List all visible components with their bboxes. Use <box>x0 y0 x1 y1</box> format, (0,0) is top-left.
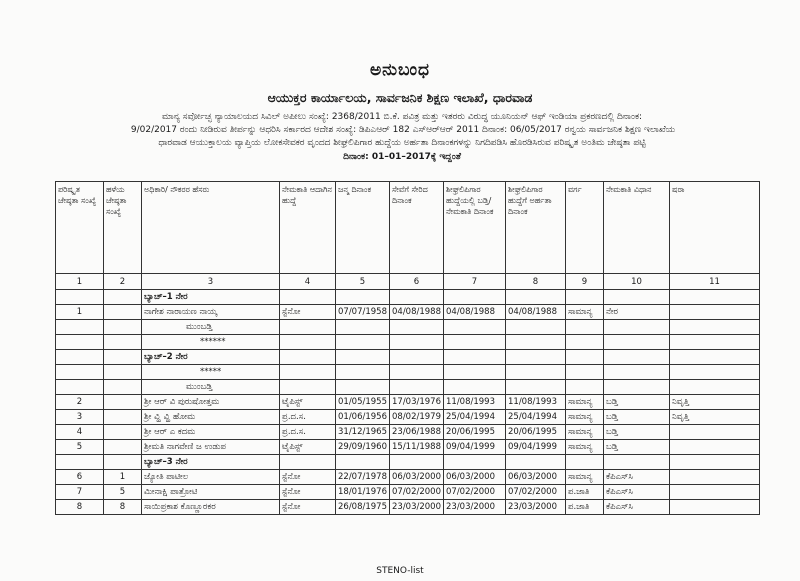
table-cell: 08/02/1979 <box>390 410 444 425</box>
table-cell: ಸ್ಟೆನೋ <box>280 470 336 485</box>
cell <box>280 350 336 365</box>
document-title: ಅನುಬಂಧ <box>369 60 431 80</box>
cell <box>336 350 390 365</box>
table-cell: 06/03/2000 <box>390 470 444 485</box>
table-cell: 5 <box>56 440 104 455</box>
cell <box>280 335 336 350</box>
table-cell: 23/06/1988 <box>390 425 444 440</box>
table-cell: 25/04/1994 <box>506 410 566 425</box>
cell <box>566 380 604 395</box>
table-cell: 04/08/1988 <box>444 305 506 320</box>
cell <box>104 290 142 305</box>
cell <box>670 380 760 395</box>
column-number: 3 <box>142 274 280 290</box>
section-row <box>56 320 760 335</box>
table-cell: 22/07/1978 <box>336 470 390 485</box>
cell <box>670 455 760 470</box>
section-label: ಬ್ಯಾಚ್–3 ನೇರ <box>142 455 280 470</box>
cell <box>336 290 390 305</box>
table-cell <box>104 395 142 410</box>
section-label: ಮುಂಬಡ್ತಿ <box>142 380 280 395</box>
cell <box>566 365 604 380</box>
table-cell: ಪ್ರ.ದ.ಸ. <box>280 425 336 440</box>
cell <box>604 455 670 470</box>
table-cell: ಬಡ್ತಿ <box>604 440 670 455</box>
table-cell: 07/07/1958 <box>336 305 390 320</box>
cell <box>604 335 670 350</box>
column-number: 1 <box>56 274 104 290</box>
table-cell: 11/08/1993 <box>506 395 566 410</box>
table-cell: 06/03/2000 <box>506 470 566 485</box>
table-row <box>56 425 760 440</box>
cell <box>604 320 670 335</box>
cell <box>506 335 566 350</box>
intro-line-1: ಮಾನ್ಯ ಸರ್ವೋಚ್ಛ ನ್ಯಾಯಾಲಯದ ಸಿವಿಲ್ ಅಪೀಲು ಸಂಖ್ಯೆ: 2368/2011 ಬಿ.ಕೆ. ಪವಿತ್ರ ಮತ್ತು ಇತರರು ವಿರುದ್ಧ ಯೂನಿಯನ್ ಆಫ್ ಇಂಡಿಯಾ ಪ್ರಕರಣದಲ್ಲಿ ದಿನಾಂಕ: <box>161 112 643 122</box>
column-header: ಷರಾ <box>670 182 760 274</box>
cell <box>336 455 390 470</box>
table-row <box>56 440 760 455</box>
intro-line-2: 9/02/2017 ರಂದು ನೀಡಿರುವ ತೀರ್ಪನ್ನು ಆಧರಿಸಿ ಸರ್ಕಾರದ ಆದೇಶ ಸಂಖ್ಯೆ: ಡಿಪಿಎಆರ್ 182 ಎಸ್‌ಆರ್‌ಆರ್ 2011 ದಿನಾಂಕ: 06/05/2017 ರನ್ವಯ ಸಾರ್ವಜನಿಕ ಶಿಕ್ಷಣ ಇಲಾಖೆಯ <box>130 125 676 135</box>
table-cell <box>104 410 142 425</box>
table-cell: 6 <box>56 470 104 485</box>
table-cell: ಟೈಪಿಸ್ಟ್ <box>280 440 336 455</box>
column-number: 10 <box>604 274 670 290</box>
cell <box>444 320 506 335</box>
cell <box>104 380 142 395</box>
table-cell: ಸ್ಟೆನೋ <box>280 500 336 515</box>
table-cell: 20/06/1995 <box>506 425 566 440</box>
cell <box>56 335 104 350</box>
seniority-table <box>55 181 760 515</box>
table-cell: 26/08/1975 <box>336 500 390 515</box>
table-cell: ಜ್ಯೋತಿ ಪಾಟೀಲ <box>142 470 280 485</box>
cell <box>56 320 104 335</box>
table-cell: ಸ್ಟೆನೋ <box>280 305 336 320</box>
office-name: ಆಯುಕ್ತರ ಕಾರ್ಯಾಲಯ, ಸಾರ್ವಜನಿಕ ಶಿಕ್ಷಣ ಇಲಾಖೆ, ಧಾರವಾಡ <box>267 90 533 105</box>
cell <box>336 335 390 350</box>
table-cell: ಬಡ್ತಿ <box>604 395 670 410</box>
table-cell: ನಿವೃತ್ತಿ <box>670 395 760 410</box>
table-cell: ಕೆಪಿಎಸ್‌ಸಿ <box>604 470 670 485</box>
table-cell: ಸಾಯಿಪ್ರಕಾಶ ಕೊಣ್ಣೂರಕರ <box>142 500 280 515</box>
cell <box>566 350 604 365</box>
table-cell <box>104 305 142 320</box>
table-cell: ಮೀನಾಕ್ಷಿ ಪಾತ್ರೋಟಿ <box>142 485 280 500</box>
table-cell: 5 <box>104 485 142 500</box>
table-cell: ನಾಗೇಶ ನಾರಾಯಣ ನಾಯ್ಕ <box>142 305 280 320</box>
cell <box>670 320 760 335</box>
cell <box>604 380 670 395</box>
cell <box>444 455 506 470</box>
cell <box>390 350 444 365</box>
cell <box>670 335 760 350</box>
cell <box>56 350 104 365</box>
cell <box>104 320 142 335</box>
header-row <box>56 182 760 274</box>
cell <box>444 365 506 380</box>
section-row <box>56 290 760 305</box>
table-cell: ಬಡ್ತಿ <box>604 425 670 440</box>
cell <box>566 290 604 305</box>
cell <box>390 335 444 350</box>
cell <box>390 455 444 470</box>
table-cell: 1 <box>104 470 142 485</box>
section-label: ****** <box>142 335 280 350</box>
table-row <box>56 500 760 515</box>
table-cell: ನೇರ <box>604 305 670 320</box>
cell <box>390 380 444 395</box>
cell <box>336 380 390 395</box>
cell <box>56 455 104 470</box>
cell <box>104 335 142 350</box>
table-cell: ನಿವೃತ್ತಿ <box>670 410 760 425</box>
table-cell: ಸ್ಟೆನೋ <box>280 485 336 500</box>
section-row <box>56 455 760 470</box>
table-row <box>56 395 760 410</box>
cell <box>336 320 390 335</box>
column-header: ವರ್ಗ <box>566 182 604 274</box>
column-number: 7 <box>444 274 506 290</box>
table-cell: ಕೆಪಿಎಸ್‌ಸಿ <box>604 500 670 515</box>
table-cell: ಬಡ್ತಿ <box>604 410 670 425</box>
table-cell: 15/11/1988 <box>390 440 444 455</box>
table-cell: 23/03/2000 <box>390 500 444 515</box>
table-cell <box>104 425 142 440</box>
column-number-row <box>56 274 760 290</box>
column-header: ಹಳೆಯ ಜೇಷ್ಠತಾ ಸಂಖ್ಯೆ <box>104 182 142 274</box>
table-cell: 18/01/1976 <box>336 485 390 500</box>
column-number: 5 <box>336 274 390 290</box>
column-number: 9 <box>566 274 604 290</box>
table-cell: ಶ್ರೀಮತಿ ನಾಗವೇಣಿ ಜ ಉಡುಪ <box>142 440 280 455</box>
cell <box>506 365 566 380</box>
table-cell: ಶ್ರೀ ಆರ್ ಎ ಕದಮ <box>142 425 280 440</box>
cell <box>670 365 760 380</box>
table-row <box>56 410 760 425</box>
cell <box>104 350 142 365</box>
cell <box>390 290 444 305</box>
cell <box>280 320 336 335</box>
section-label: ಬ್ಯಾಚ್–2 ನೇರ <box>142 350 280 365</box>
table-cell: 07/02/2000 <box>444 485 506 500</box>
cell <box>390 365 444 380</box>
table-cell: 11/08/1993 <box>444 395 506 410</box>
table-cell: 20/06/1995 <box>444 425 506 440</box>
table-cell: 04/08/1988 <box>506 305 566 320</box>
cell <box>336 365 390 380</box>
column-header: ನೇಮಕಾತಿ ವಿಧಾನ <box>604 182 670 274</box>
cell <box>506 455 566 470</box>
cell <box>444 290 506 305</box>
table-cell: 1 <box>56 305 104 320</box>
cell <box>104 365 142 380</box>
table-cell: ಸಾಮಾನ್ಯ <box>566 395 604 410</box>
cell <box>280 455 336 470</box>
table-cell: 8 <box>104 500 142 515</box>
intro-line-3: ಧಾರವಾಡ ಆಯುಕ್ತಾಲಯ ವ್ಯಾಪ್ತಿಯ ಲೋಕಸೇವಕರ ವೃಂದದ ಶೀಘ್ರಲಿಪಿಗಾರ ಹುದ್ದೆಯ ಅರ್ಹತಾ ದಿನಾಂಕಗಳನ್ನು ನಿಗದಿಪಡಿಸಿ ಹೊರಡಿಸಿರುವ ಪರಿಷ್ಕೃತ ಅಂತಿಮ ಜೇಷ್ಠತಾ ಪಟ್ಟಿ <box>158 138 646 148</box>
table-cell <box>670 305 760 320</box>
table-cell: ಕೆಪಿಎಸ್‌ಸಿ <box>604 485 670 500</box>
table-cell: 31/12/1965 <box>336 425 390 440</box>
table-cell <box>670 425 760 440</box>
cell <box>670 350 760 365</box>
cell <box>280 365 336 380</box>
table-row <box>56 305 760 320</box>
table-cell: ಪ್ರ.ದ.ಸ. <box>280 410 336 425</box>
section-row <box>56 380 760 395</box>
cell <box>566 320 604 335</box>
table-cell: 17/03/1976 <box>390 395 444 410</box>
table-cell: 01/05/1955 <box>336 395 390 410</box>
cell <box>604 365 670 380</box>
table-cell: 09/04/1999 <box>444 440 506 455</box>
cell <box>444 380 506 395</box>
table-cell: ಸಾಮಾನ್ಯ <box>566 305 604 320</box>
table-cell: 23/03/2000 <box>444 500 506 515</box>
section-row <box>56 350 760 365</box>
table-cell: ಸಾಮಾನ್ಯ <box>566 470 604 485</box>
cell <box>56 365 104 380</box>
table-cell <box>670 500 760 515</box>
table-cell: ಪ.ಜಾತಿ <box>566 485 604 500</box>
cell <box>604 290 670 305</box>
cell <box>506 290 566 305</box>
column-header: ಪರಿಷ್ಕೃತ ಜೇಷ್ಠತಾ ಸಂಖ್ಯೆ <box>56 182 104 274</box>
cell <box>390 320 444 335</box>
table-cell: 07/02/2000 <box>390 485 444 500</box>
table-cell: 07/02/2000 <box>506 485 566 500</box>
table-cell: 06/03/2000 <box>444 470 506 485</box>
column-number: 8 <box>506 274 566 290</box>
table-cell: 29/09/1960 <box>336 440 390 455</box>
table-row <box>56 485 760 500</box>
table-cell: ಟೈಪಿಸ್ಟ್ <box>280 395 336 410</box>
table-cell: 2 <box>56 395 104 410</box>
table-cell <box>670 470 760 485</box>
cell <box>604 350 670 365</box>
column-header: ಅಧಿಕಾರಿ/ ನೌಕರರ ಹೆಸರು <box>142 182 280 274</box>
table-cell <box>670 440 760 455</box>
column-header: ಶೀಘ್ರಲಿಪಿಗಾರ ಹುದ್ದೆಯಲ್ಲಿ ಬಡ್ತಿ/ ನೇಮಕಾತಿ ದಿನಾಂಕ <box>444 182 506 274</box>
cell <box>104 455 142 470</box>
footer-label: STENO-list <box>376 566 424 576</box>
column-number: 4 <box>280 274 336 290</box>
table-cell: ಸಾಮಾನ್ಯ <box>566 425 604 440</box>
cell <box>444 335 506 350</box>
cell <box>506 320 566 335</box>
cell <box>56 380 104 395</box>
table-cell: ಸಾಮಾನ್ಯ <box>566 440 604 455</box>
table-cell: 25/04/1994 <box>444 410 506 425</box>
table-cell: ಪ.ಜಾತಿ <box>566 500 604 515</box>
cell <box>506 380 566 395</box>
column-number: 11 <box>670 274 760 290</box>
cell <box>566 455 604 470</box>
column-number: 2 <box>104 274 142 290</box>
table-cell: 01/06/1956 <box>336 410 390 425</box>
table-cell: ಶ್ರೀ ವ್ಹಿ ವ್ಹಿ ಹೋಮ <box>142 410 280 425</box>
section-label: ಮುಂಬಡ್ತಿ <box>142 320 280 335</box>
table-cell: 04/08/1988 <box>390 305 444 320</box>
table-row <box>56 470 760 485</box>
column-header: ಶೀಘ್ರಲಿಪಿಗಾರ ಹುದ್ದೆಗೆ ಅರ್ಹತಾ ದಿನಾಂಕ <box>506 182 566 274</box>
section-label: ***** <box>142 365 280 380</box>
cell <box>280 380 336 395</box>
intro-line-4: ದಿನಾಂಕ: 01–01–2017ಕ್ಕೆ ಇದ್ದಂತೆ <box>343 152 461 162</box>
table-cell <box>104 440 142 455</box>
table-cell: ಸಾಮಾನ್ಯ <box>566 410 604 425</box>
table-cell: 8 <box>56 500 104 515</box>
table-cell: 3 <box>56 410 104 425</box>
section-label: ಬ್ಯಾಚ್–1 ನೇರ <box>142 290 280 305</box>
table-cell: 7 <box>56 485 104 500</box>
cell <box>670 290 760 305</box>
table-cell: 4 <box>56 425 104 440</box>
cell <box>280 290 336 305</box>
column-header: ನೇಮಕಾತಿ ಆದಾಗಿನ ಹುದ್ದೆ <box>280 182 336 274</box>
column-number: 6 <box>390 274 444 290</box>
cell <box>566 335 604 350</box>
section-row <box>56 365 760 380</box>
table-cell: ಶ್ರೀ ಆರ್ ವಿ ಪುರುಷೋತ್ತಮ <box>142 395 280 410</box>
table-cell <box>670 485 760 500</box>
column-header: ಸೇವೆಗೆ ಸೇರಿದ ದಿನಾಂಕ <box>390 182 444 274</box>
cell <box>506 350 566 365</box>
column-header: ಜನ್ಮ ದಿನಾಂಕ <box>336 182 390 274</box>
cell <box>56 290 104 305</box>
table-cell: 23/03/2000 <box>506 500 566 515</box>
table-cell: 09/04/1999 <box>506 440 566 455</box>
cell <box>444 350 506 365</box>
section-row <box>56 335 760 350</box>
